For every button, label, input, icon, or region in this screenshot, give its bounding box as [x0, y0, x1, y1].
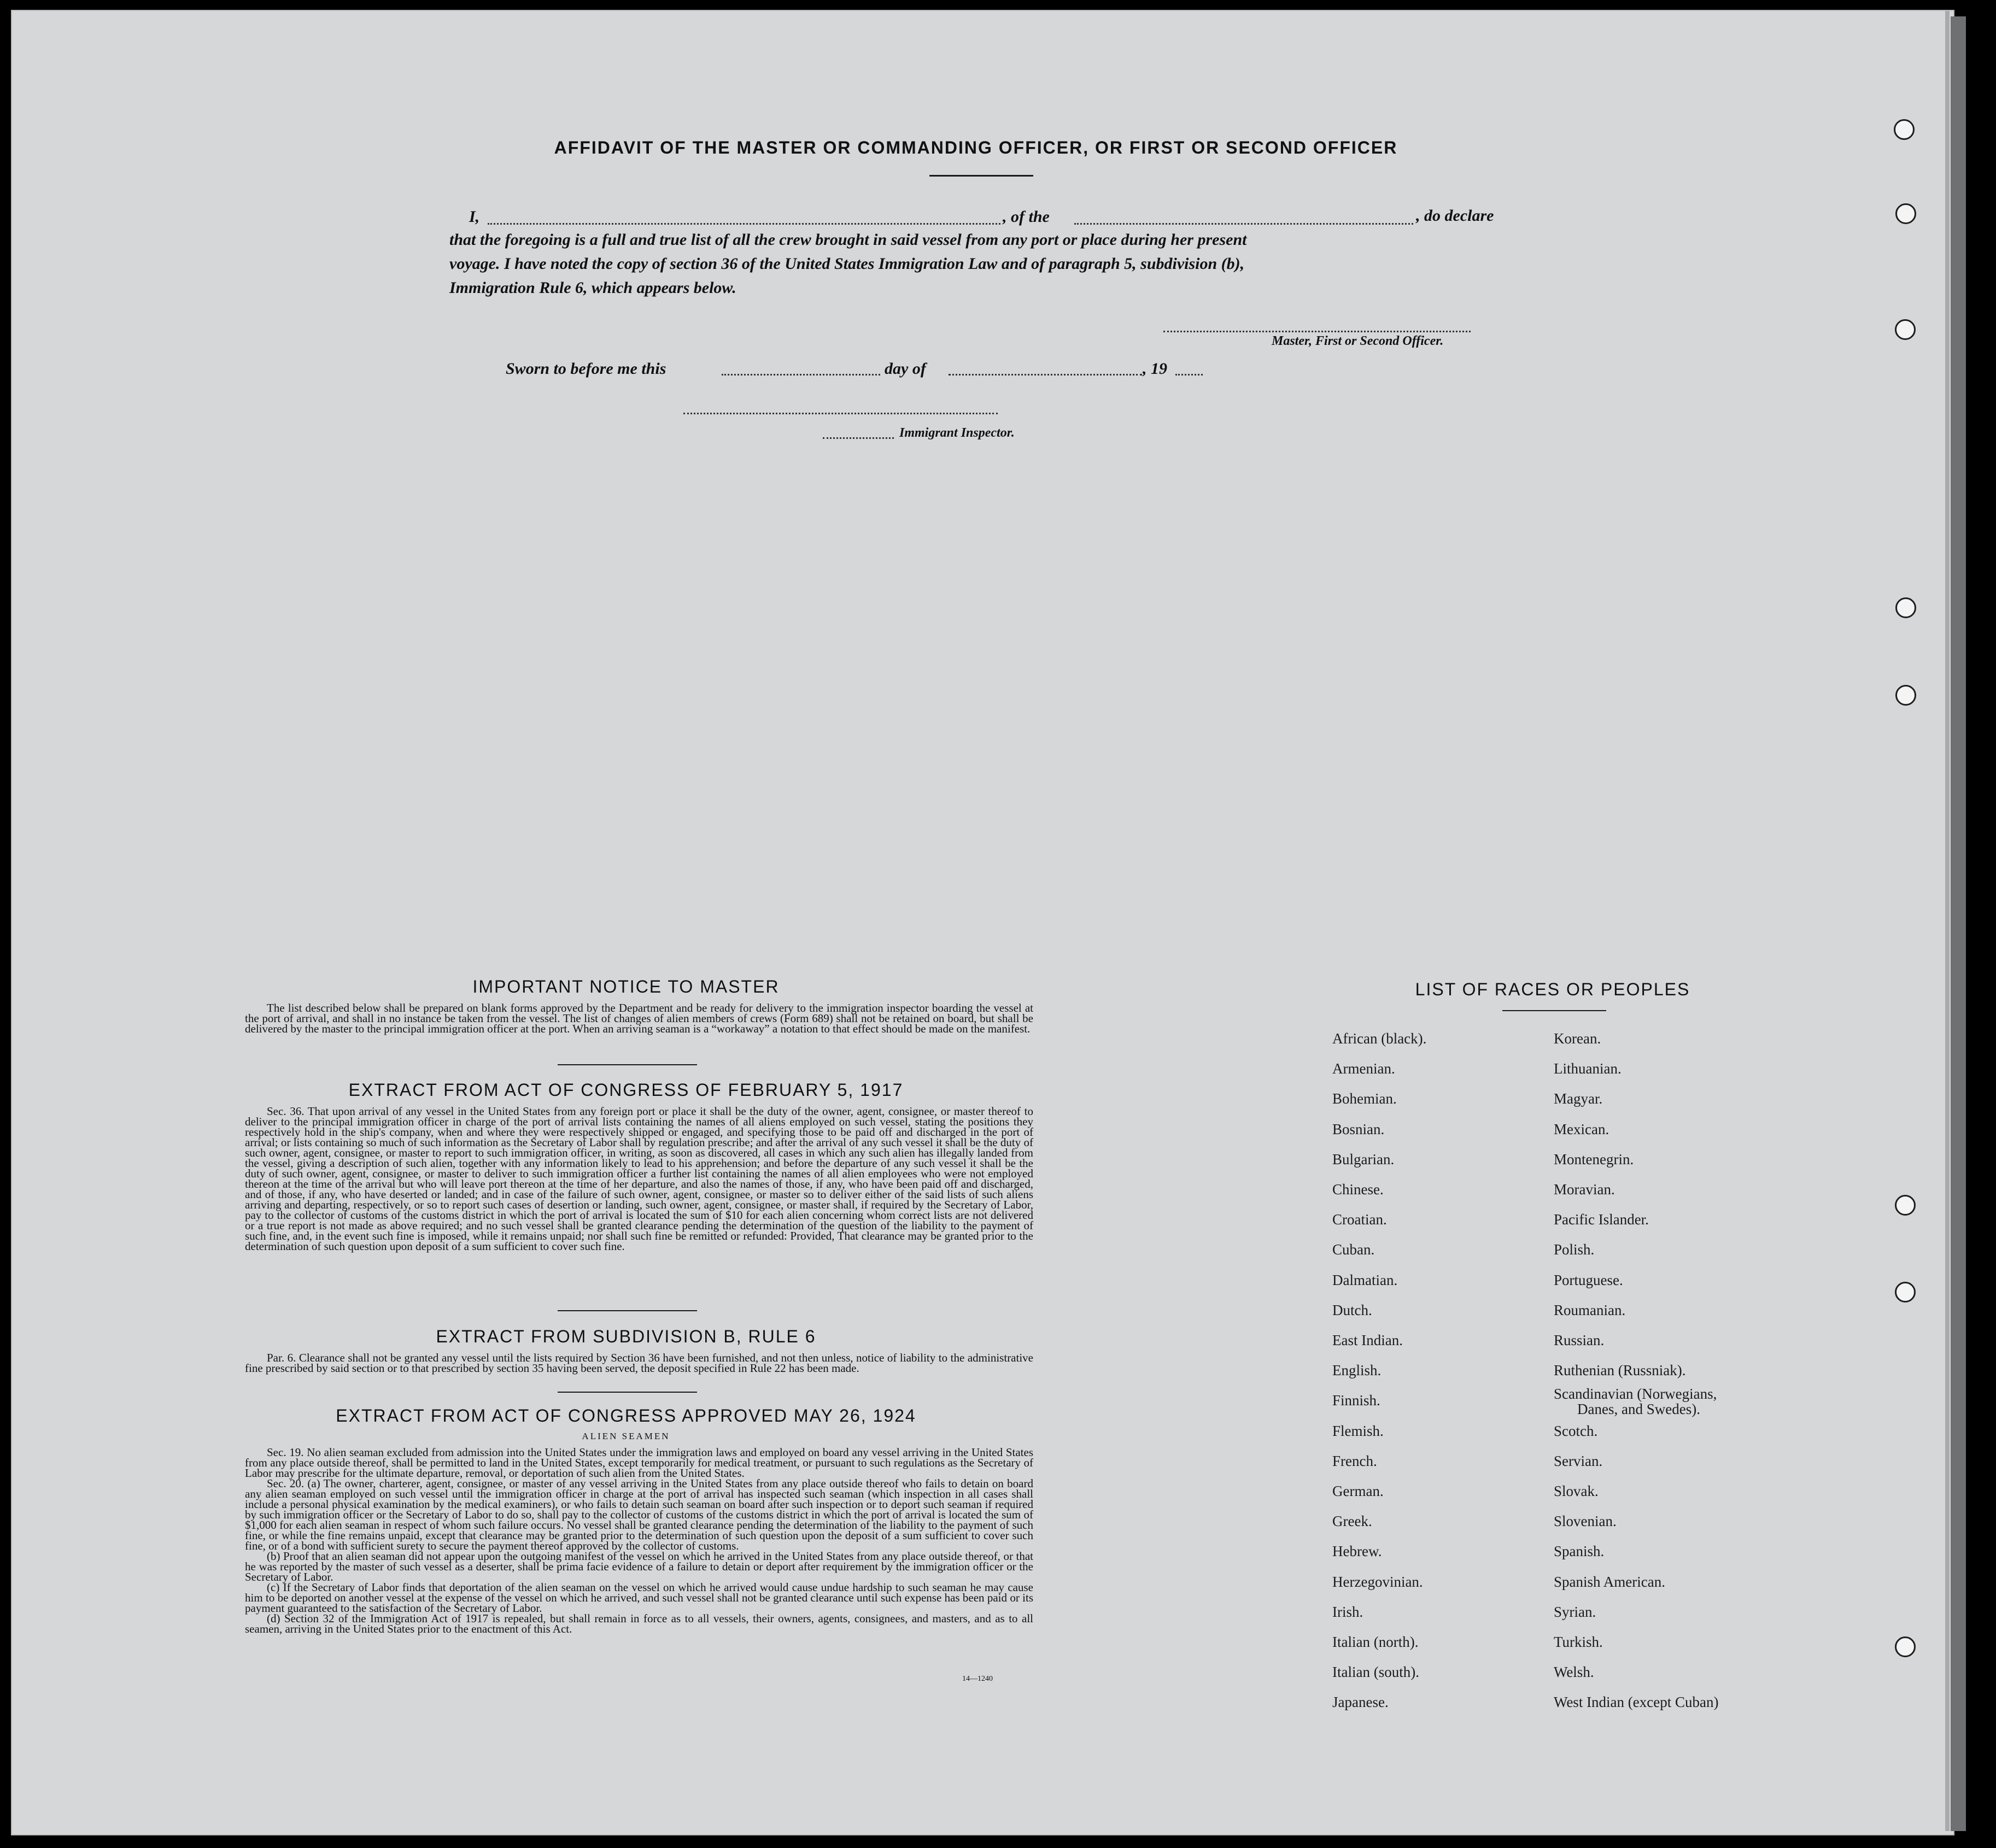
sec-20a-paragraph: Sec. 20. (a) The owner, charterer, agent, consignee, or master of any vessel arriving in the United States from any place outside thereof who fails to detain on board any alien seaman employed on such vessel until the immigration officer in charge at the port of arrival has inspected such seaman (which inspection in all cases shall include a personal physical examination by the medical examiners), or who fails to detain such seaman on board after such inspection or to deport such seaman if required by such immigration officer or the Secretary of Labor to do so, shall pay to the collector of customs of the customs district in which the port of arrival is located the sum of $1,000 for each alien seaman in respect of whom such failure occurs. No vessel shall be granted clearance pending the determination of the liability to the payment of such fine, or while the fine remains unpaid, except that clearance may be granted prior to the determination of such question upon the deposit of a sum sufficient to cover such fine, or of a bond with sufficient surety to secure the payment thereof approved by the collector of customs.: [245, 1477, 1033, 1552]
sworn-label: Sworn to before me this: [506, 360, 666, 378]
affidavit-of-the-label: , of the: [1003, 208, 1050, 226]
race-item: West Indian (except Cuban): [1554, 1694, 1719, 1711]
race-item: Ruthenian (Russniak).: [1554, 1362, 1686, 1379]
race-item: Servian.: [1554, 1452, 1603, 1469]
sworn-year-field[interactable]: [1175, 374, 1203, 376]
notice-body: [245, 1003, 1033, 1034]
race-item: Scandinavian (Norwegians,: [1554, 1386, 1717, 1403]
race-item: French.: [1332, 1452, 1377, 1469]
notice-title: IMPORTANT NOTICE TO MASTER: [472, 977, 780, 996]
race-item: Russian.: [1554, 1332, 1605, 1348]
extract-1924-subtitle: ALIEN SEAMEN: [582, 1431, 670, 1441]
race-item: Bulgarian.: [1332, 1151, 1395, 1168]
inspector-signature-field[interactable]: [683, 413, 998, 414]
inspector-name-field[interactable]: [823, 437, 894, 439]
race-item: Croatian.: [1332, 1211, 1387, 1228]
race-item: Armenian.: [1332, 1060, 1395, 1077]
race-item: Spanish.: [1554, 1543, 1605, 1560]
officer-signature-caption: Master, First or Second Officer.: [1272, 334, 1444, 348]
race-item: Cuban.: [1332, 1241, 1375, 1258]
race-item: Polish.: [1554, 1241, 1595, 1258]
vessel-name-field[interactable]: [1074, 223, 1413, 225]
punch-hole-icon: [1894, 119, 1915, 140]
extract-rule6-title: EXTRACT FROM SUBDIVISION B, RULE 6: [436, 1327, 816, 1346]
race-item: Chinese.: [1332, 1181, 1384, 1198]
inspector-caption: Immigrant Inspector.: [899, 426, 1015, 440]
race-item: Finnish.: [1332, 1392, 1380, 1409]
punch-hole-icon: [1895, 319, 1916, 340]
race-item: Korean.: [1554, 1030, 1601, 1047]
affidavit-declare-label: , do declare: [1416, 207, 1494, 225]
race-item: Irish.: [1332, 1603, 1363, 1620]
race-item: Japanese.: [1332, 1694, 1389, 1711]
punch-hole-icon: [1895, 203, 1916, 224]
form-number: 14—1240: [962, 1675, 993, 1683]
day-of-label: day of: [885, 360, 926, 378]
race-item: Welsh.: [1554, 1664, 1594, 1681]
scan-edge: [1951, 16, 1966, 1831]
affidavit-statement-line-2: that the foregoing is a full and true list of all the crew brought in said vessel from any port or place during her present: [449, 231, 1247, 249]
officer-signature-field[interactable]: [1163, 331, 1471, 332]
extract-rule6-body: [245, 1353, 1033, 1374]
notice-rule: [558, 1064, 697, 1065]
rule6-paragraph: Par. 6. Clearance shall not be granted any vessel until the lists required by Section 36 have been furnished, and not then unless, notice of liability to the administrative fine prescribed by said section or to that prescribed by section 35 having been served, the deposit specified in Rule 22 has been made.: [245, 1351, 1033, 1375]
race-item: Dalmatian.: [1332, 1271, 1398, 1288]
year-label: , 19: [1143, 360, 1167, 378]
race-item: Scotch.: [1554, 1422, 1598, 1439]
race-item: African (black).: [1332, 1030, 1427, 1047]
notice-paragraph: The list described below shall be prepared on blank forms approved by the Department and be ready for delivery to the immigration inspector boarding the vessel at the port of arrival, and shall in no instance be taken from the vessel. The list of changes of alien members of crews (Form 689) shall not be retained on board, but shall be delivered by the master to the principal immigration officer at the port. When an arriving seaman is a “workaway” a notation to that effect should be made on the manifest.: [245, 1001, 1033, 1035]
fold-line: [1945, 11, 1950, 1831]
affidavit-title: AFFIDAVIT OF THE MASTER OR COMMANDING OFFICER, OR FIRST OR SECOND OFFICER: [554, 138, 1398, 157]
race-item: Moravian.: [1554, 1181, 1615, 1198]
race-item: Pacific Islander.: [1554, 1211, 1649, 1228]
extract-1917-rule: [558, 1310, 697, 1311]
punch-hole-icon: [1895, 597, 1916, 618]
race-item: Montenegrin.: [1554, 1151, 1634, 1168]
race-item: Turkish.: [1554, 1634, 1603, 1650]
sec-20c-paragraph: (c) If the Secretary of Labor finds that deportation of the alien seaman on the vessel on which he arrived would cause undue hardship to such seaman he may cause him to be deported on another vessel at the expense of the vessel on which he arrived, and such vessel shall not be granted clearance until such expense has been paid or its payment guaranteed to the satisfaction of the Secretary of Labor.: [245, 1581, 1033, 1615]
race-item: Slovenian.: [1554, 1513, 1617, 1530]
races-title-rule: [1502, 1010, 1606, 1011]
race-item: Dutch.: [1332, 1301, 1372, 1318]
race-item: Herzegovinian.: [1332, 1573, 1423, 1590]
punch-hole-icon: [1895, 1636, 1916, 1657]
affidavit-i-label: I,: [469, 208, 480, 226]
race-item: Flemish.: [1332, 1422, 1384, 1439]
affidavit-title-rule: [929, 175, 1033, 177]
race-item: Greek.: [1332, 1513, 1372, 1530]
sec-20b-paragraph: (b) Proof that an alien seaman did not appear upon the outgoing manifest of the vessel on which he arrived in the United States from any place outside thereof, or that he was reported by the master of such vessel as a deserter, shall be prima facie evidence of a failure to detain or deport after requirement by the immigration officer or the Secretary of Labor.: [245, 1550, 1033, 1583]
extract-1924-title: EXTRACT FROM ACT OF CONGRESS APPROVED MAY 26, 1924: [336, 1406, 916, 1425]
extract-1917-title: EXTRACT FROM ACT OF CONGRESS OF FEBRUARY 5, 1917: [348, 1080, 904, 1100]
punch-hole-icon: [1895, 1282, 1916, 1303]
punch-hole-icon: [1895, 685, 1916, 706]
race-item: German.: [1332, 1483, 1384, 1499]
race-item: East Indian.: [1332, 1332, 1403, 1348]
race-item: Slovak.: [1554, 1483, 1599, 1499]
race-item: Syrian.: [1554, 1603, 1596, 1620]
race-item: Danes, and Swedes).: [1577, 1401, 1700, 1418]
race-item: Bosnian.: [1332, 1120, 1385, 1137]
extract-1924-body: [245, 1447, 1033, 1634]
race-item: Italian (south).: [1332, 1664, 1419, 1681]
race-item: Roumanian.: [1554, 1301, 1626, 1318]
sec-20d-paragraph: (d) Section 32 of the Immigration Act of 1917 is repealed, but shall remain in force as to all vessels, their owners, agents, consignees, and masters, and as to all seamen, arriving in the United States prior to the enactment of this Act.: [245, 1612, 1033, 1635]
race-item: Lithuanian.: [1554, 1060, 1622, 1077]
section-36-paragraph: Sec. 36. That upon arrival of any vessel in the United States from any foreign port or place it shall be the duty of the owner, agent, consignee, or master thereof to deliver to the principal immigration officer in charge of the port of arrival lists containing the names of all aliens employed on such vessel, stating the positions they respectively hold in the ship's company, when and where they were respectively shipped or engaged, and specifying those to be paid off and discharged in the port of arrival; or lists containing so much of such information as the Secretary of Labor shall by regulation prescribe; and after the arrival of any such vessel it shall be the duty of such owner, agent, consignee, or master to report to such immigration officer, in writing, as soon as discovered, all cases in which any such alien has illegally landed from the vessel, giving a description of such alien, together with any information likely to lead to his apprehension; and before the departure of any such vessel it shall be the duty of such owner, agent, consignee, or master to deliver to such immigration officer a further list containing the names of all alien employees who were not employed thereon at the time of the arrival but who will leave port thereon at the time of her departure, and also the names of those, if any, who have been paid off and discharged, and of those, if any, who have deserted or landed; and in case of the failure of such owner, agent, consignee, or master so to deliver either of the said lists of such aliens arriving and departing, respectively, or so to report such cases of desertion or landing, such owner, agent, consignee, or master shall, if required by the Secretary of Labor, pay to the collector of customs of the customs district in which the port of arrival is located the sum of $10 for each alien concerning whom correct lists are not delivered or a true report is not made as above required; and no such vessel shall be granted clearance pending the determination of the question of the liability to the payment of such fine, and, in the event such fine is imposed, while it remains unpaid; nor shall such fine be remitted or refunded: Provided, That clearance may be granted prior to the determination of such question upon deposit of a sum sufficient to cover such fine.: [245, 1105, 1033, 1253]
race-item: Spanish American.: [1554, 1573, 1665, 1590]
extract-rule6-rule: [558, 1392, 697, 1393]
punch-hole-icon: [1895, 1195, 1916, 1216]
sworn-month-field[interactable]: [949, 374, 1142, 376]
master-name-field[interactable]: [488, 223, 1000, 225]
race-item: Italian (north).: [1332, 1634, 1419, 1650]
race-item: Bohemian.: [1332, 1090, 1397, 1107]
sec-19-paragraph: Sec. 19. No alien seaman excluded from admission into the United States under the immigration laws and employed on board any vessel arriving in the United States from any place outside thereof, shall be permitted to land in the United States, except temporarily for medical treatment, or pursuant to such regulations as the Secretary of Labor may prescribe for the ultimate departure, removal, or deportation of such alien from the United States.: [245, 1446, 1033, 1480]
sworn-day-field[interactable]: [722, 374, 880, 376]
race-item: Portuguese.: [1554, 1271, 1623, 1288]
races-title: LIST OF RACES OR PEOPLES: [1415, 979, 1690, 999]
race-item: Mexican.: [1554, 1120, 1609, 1137]
race-item: English.: [1332, 1362, 1382, 1379]
affidavit-statement-line-3: voyage. I have noted the copy of section 36 of the United States Immigration Law and of paragraph 5, subdivision (b),: [449, 255, 1245, 273]
race-item: Hebrew.: [1332, 1543, 1382, 1560]
race-item: Magyar.: [1554, 1090, 1603, 1107]
affidavit-statement-line-4: Immigration Rule 6, which appears below.: [449, 279, 736, 297]
extract-1917-body: [245, 1106, 1033, 1252]
